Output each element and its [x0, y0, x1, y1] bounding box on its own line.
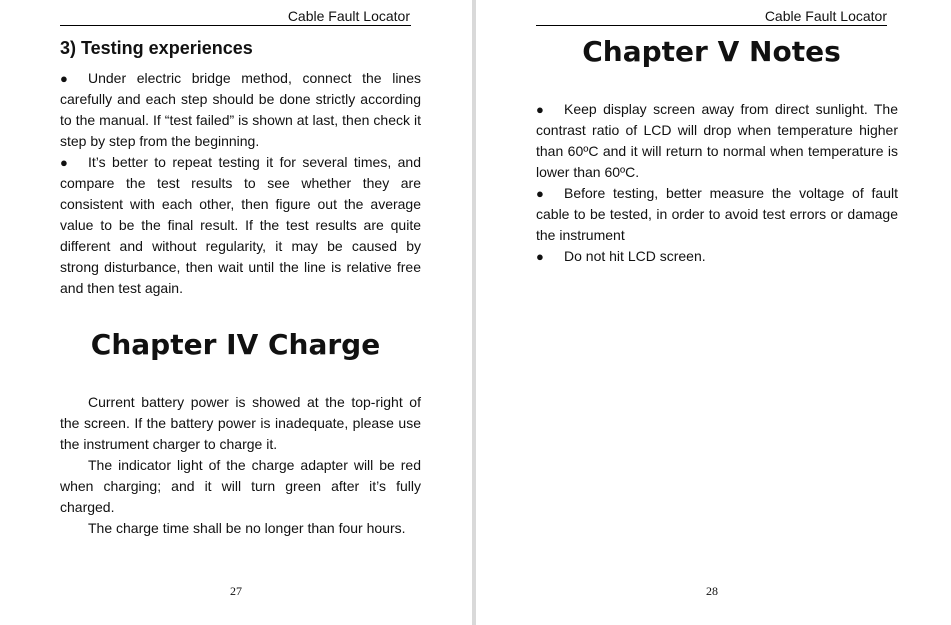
chapter-title: Chapter V Notes — [582, 35, 841, 68]
bullet-dot-icon: ● — [536, 249, 544, 264]
bullet-dot-icon: ● — [536, 186, 544, 201]
paragraph: Current battery power is showed at the top-right of the screen. If the battery power is inadequate, please use the instrument charger to charge it. — [60, 394, 421, 452]
bullet-text: Under electric bridge method, connect the lines carefully and each step should be done strictly according to the manual. If “test failed” is shown at last, then check it step by step from the beginning. — [60, 70, 421, 149]
bullet-text: It’s better to repeat testing it for several times, and compare the test results to see whether they are consistent with each other, then figure out the average value to be the final result. If the test results are quite different and without regularity, it may be caused by strong disturbance, then wait until the line is relative free and then test again. — [60, 154, 421, 296]
bullet-dot-icon: ● — [536, 102, 544, 117]
section-heading: 3) Testing experiences — [60, 38, 253, 58]
page-number: 27 — [230, 584, 242, 598]
paragraph: The charge time shall be no longer than four hours. — [88, 520, 406, 536]
page-number: 28 — [706, 584, 718, 598]
bullet-item — [60, 68, 421, 152]
running-header: Cable Fault Locator — [764, 8, 887, 24]
bullet-item — [60, 152, 421, 299]
bullet-item — [536, 99, 898, 183]
chapter-title: Chapter IV Charge — [90, 328, 381, 361]
running-header: Cable Fault Locator — [287, 8, 410, 24]
header-rule — [536, 25, 887, 26]
bullet-text: Keep display screen away from direct sunlight. The contrast ratio of LCD will drop when temperature higher than 60ºC and it will return to normal when temperature is lower than 60ºC. — [536, 101, 898, 180]
bullet-dot-icon: ● — [60, 71, 68, 86]
bullet-list — [60, 68, 421, 299]
bullet-text: Do not hit LCD screen. — [564, 248, 706, 264]
left-page — [0, 0, 472, 625]
right-page — [476, 0, 951, 625]
bullet-list — [536, 99, 898, 267]
body-text — [60, 392, 421, 539]
bullet-item — [536, 183, 898, 246]
header-rule — [60, 25, 411, 26]
bullet-dot-icon: ● — [60, 155, 68, 170]
bullet-text: Before testing, better measure the voltage of fault cable to be tested, in order to avoid test errors or damage the instrument — [536, 185, 898, 243]
bullet-item — [536, 246, 898, 267]
paragraph: The indicator light of the charge adapter will be red when charging; and it will turn green after it’s fully charged. — [60, 457, 421, 515]
